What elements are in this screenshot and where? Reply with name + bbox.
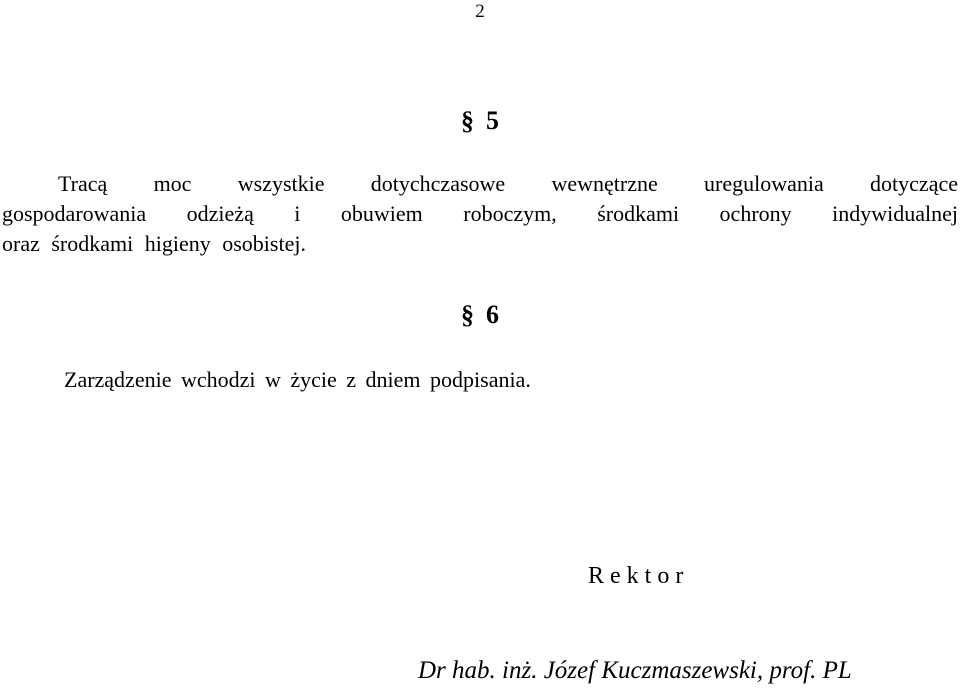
section-5-text-line: Tracą moc wszystkie dotychczasowe wewnętrzne uregulowania dotyczące — [58, 171, 958, 196]
section-6-text-line: Zarządzenie wchodzi w życie z dniem podpisania. — [64, 367, 531, 392]
section-5-text-line: gospodarowania odzieżą i obuwiem roboczym, środkami ochrony indywidualnej — [2, 201, 958, 226]
section-5-text-line: oraz środkami higieny osobistej. — [2, 231, 306, 256]
section-number: 6 — [486, 300, 499, 329]
section-5-heading — [0, 106, 960, 136]
section-6-heading — [0, 300, 960, 330]
section-symbol: § — [461, 106, 474, 135]
section-symbol: § — [461, 300, 474, 329]
signatory-title: Rektor — [588, 563, 690, 589]
signatory-name: Dr hab. inż. Józef Kuczmaszewski, prof. PL — [418, 657, 852, 684]
section-number: 5 — [486, 106, 499, 135]
page-number: 2 — [475, 1, 485, 22]
